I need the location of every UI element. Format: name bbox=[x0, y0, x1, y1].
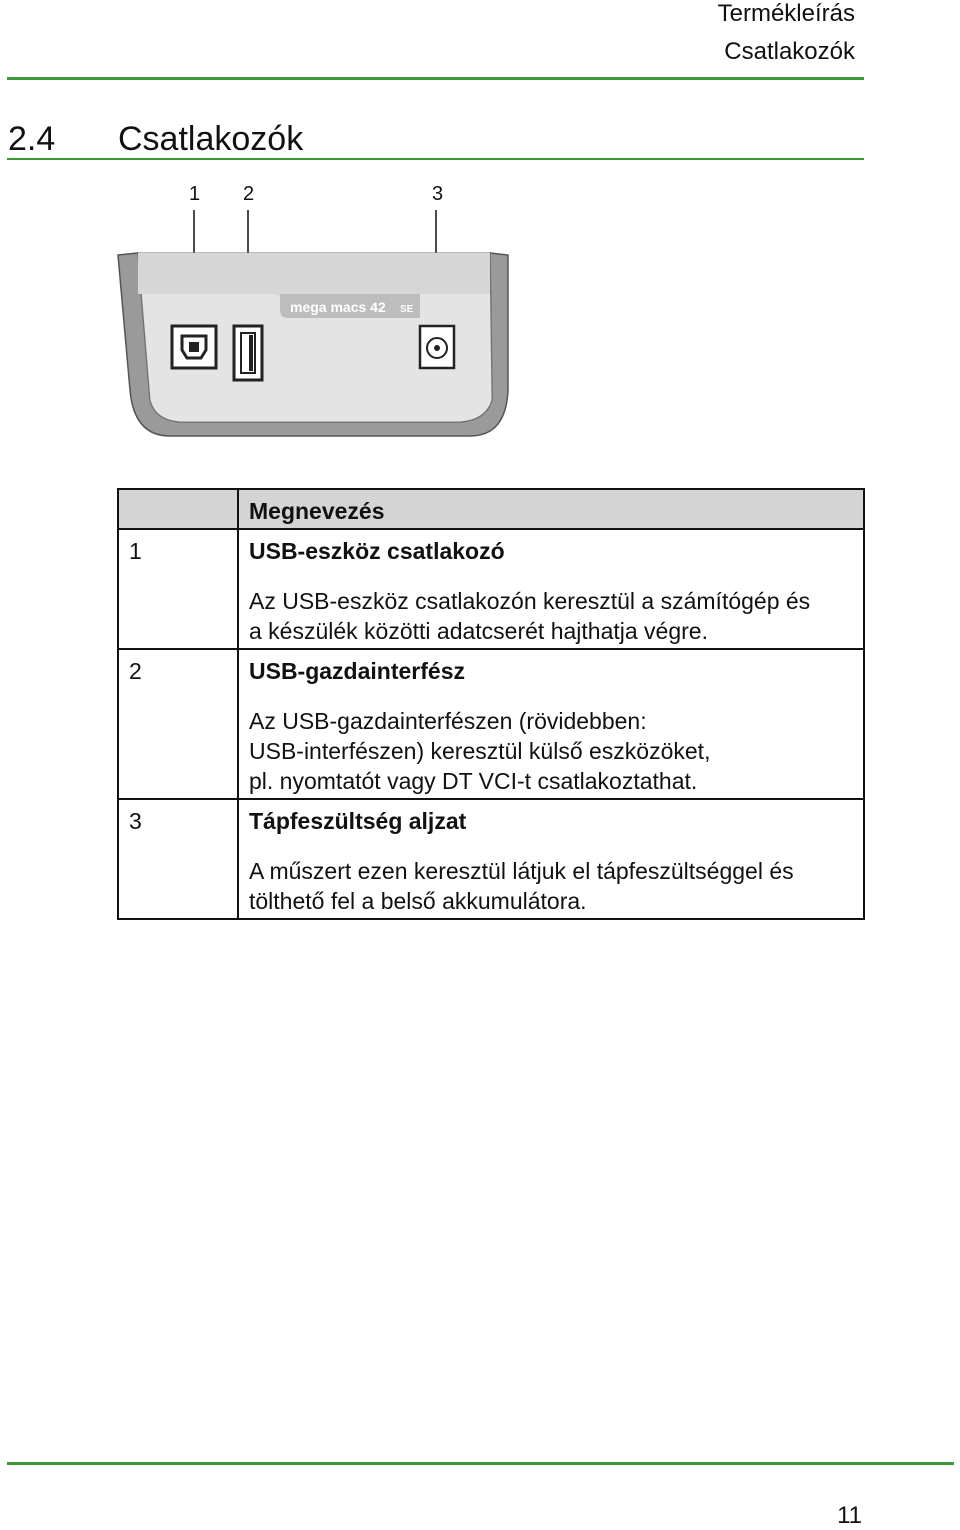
row-title: USB-gazdainterfész bbox=[249, 658, 465, 684]
desc-line: A műszert ezen keresztül látjuk el tápfeszültséggel és bbox=[249, 858, 794, 884]
table-row bbox=[118, 529, 864, 649]
header-subchapter: Csatlakozók bbox=[724, 38, 855, 65]
section-title: Csatlakozók bbox=[118, 120, 304, 158]
connector-table bbox=[117, 488, 865, 920]
row-description bbox=[249, 684, 863, 798]
power-socket-pin bbox=[434, 345, 440, 351]
callout-1: 1 bbox=[189, 183, 201, 205]
callout-3: 3 bbox=[432, 183, 444, 205]
table-header-row bbox=[118, 489, 864, 529]
device-connector-panel bbox=[110, 200, 530, 440]
section-number: 2.4 bbox=[8, 120, 56, 158]
header-rule bbox=[7, 77, 864, 80]
table-row bbox=[118, 649, 864, 799]
page-number: 11 bbox=[837, 1502, 862, 1529]
header-chapter: Termékleírás bbox=[717, 0, 855, 27]
row-number: 2 bbox=[129, 658, 142, 684]
desc-line: USB-interfészen) keresztül külső eszközöket, bbox=[249, 738, 711, 764]
desc-line: pl. nyomtatót vagy DT VCI-t csatlakoztathat. bbox=[249, 768, 698, 794]
row-body-cell bbox=[238, 799, 864, 919]
row-title: Tápfeszültség aljzat bbox=[249, 808, 467, 834]
row-description bbox=[249, 834, 863, 918]
desc-line: tölthető fel a belső akkumulátora. bbox=[249, 888, 587, 914]
section-rule bbox=[7, 158, 864, 160]
row-body-cell bbox=[238, 529, 864, 649]
usb-b-contact bbox=[189, 342, 199, 352]
desc-line: Az USB-gazdainterfészen (rövidebben: bbox=[249, 708, 647, 734]
device-model-suffix: SE bbox=[400, 304, 414, 315]
desc-line: a készülék közötti adatcserét hajthatja végre. bbox=[249, 618, 708, 644]
usb-a-tongue bbox=[249, 335, 253, 371]
row-title: USB-eszköz csatlakozó bbox=[249, 538, 505, 564]
row-number-cell bbox=[118, 649, 238, 799]
footer-rule bbox=[7, 1462, 954, 1465]
device-model-label: mega macs 42 bbox=[290, 299, 386, 315]
desc-line: Az USB-eszköz csatlakozón keresztül a számítógép és bbox=[249, 588, 811, 614]
callout-2: 2 bbox=[243, 183, 255, 205]
table-row bbox=[118, 799, 864, 919]
table-header-label-cell bbox=[238, 489, 864, 529]
row-number-cell bbox=[118, 529, 238, 649]
table-header-num-cell bbox=[118, 489, 238, 529]
row-body-cell bbox=[238, 649, 864, 799]
row-description bbox=[249, 564, 863, 648]
row-number: 1 bbox=[129, 538, 142, 564]
table-header-label: Megnevezés bbox=[249, 498, 385, 524]
row-number-cell bbox=[118, 799, 238, 919]
row-number: 3 bbox=[129, 808, 142, 834]
